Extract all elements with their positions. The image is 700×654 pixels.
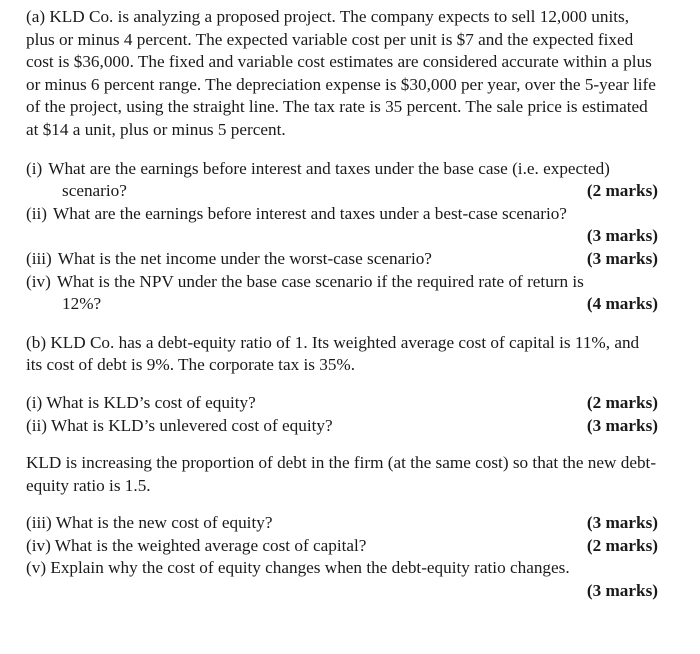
marks-label: (3 marks): [586, 513, 658, 533]
question-number: (iii): [26, 248, 52, 268]
marks-label: (3 marks): [586, 226, 658, 246]
question-text: (i) What is KLD’s cost of equity?: [26, 392, 256, 412]
question-number: (i): [26, 158, 43, 178]
document-page: [26, 6, 658, 603]
marks-label: (2 marks): [586, 392, 658, 412]
part-b-question-iv: [26, 535, 658, 558]
question-number: (ii): [26, 203, 47, 223]
part-b-question-ii: [26, 415, 658, 438]
part-b-question-iii: [26, 512, 658, 535]
part-a-intro: (a) KLD Co. is analyzing a proposed project. The company expects to sell 12,000 units, plus or minus 4 percent. The expected variable cost per unit is $7 and the expected fixed cost is $36,000. The fixed and variable cost estimates are considered accurate within a plus or minus 6 percent range. The depreciation expense is $30,000 per year, over the 5-year life of the project, using the straight line. The tax rate is 35 percent. The sale price is estimated at $14 a unit, plus or minus 5 percent.: [26, 7, 656, 139]
question-text: (iv) What is the weighted average cost of capital?: [26, 535, 367, 555]
marks-label: (3 marks): [586, 581, 658, 601]
question-text: What is the NPV under the base case scenario if the required rate of return is: [56, 271, 584, 291]
part-a-question-i: [26, 158, 658, 203]
question-number: (iv): [26, 271, 51, 291]
question-text: (ii) What is KLD’s unlevered cost of equity?: [26, 415, 333, 435]
part-b-question-v: [26, 557, 658, 602]
part-a-question-iv: [26, 271, 658, 316]
question-text-continued: scenario?: [62, 181, 127, 201]
part-a-question-ii: [26, 203, 658, 248]
marks-label: (2 marks): [586, 181, 658, 201]
marks-label: (4 marks): [586, 294, 658, 314]
part-b-middle-text: KLD is increasing the proportion of debt in the firm (at the same cost) so that the new debt-equity ratio is 1.5.: [26, 453, 657, 495]
question-text: What is the net income under the worst-case scenario?: [57, 248, 432, 268]
part-b-question-i: [26, 392, 658, 415]
question-text: (iii) What is the new cost of equity?: [26, 513, 273, 533]
marks-label: (3 marks): [586, 415, 658, 435]
question-text-continued: 12%?: [62, 294, 102, 314]
question-text: What are the earnings before interest and taxes under a best-case scenario?: [53, 203, 567, 223]
part-a-question-iii: [26, 248, 658, 271]
question-text: What are the earnings before interest and taxes under the base case (i.e. expected): [48, 158, 610, 178]
marks-label: (3 marks): [586, 248, 658, 268]
marks-label: (2 marks): [586, 535, 658, 555]
question-text: (v) Explain why the cost of equity changes when the debt-equity ratio changes.: [26, 558, 570, 578]
part-b-intro: (b) KLD Co. has a debt-equity ratio of 1. Its weighted average cost of capital is 11%, and its cost of debt is 9%. The corporate tax is 35%.: [26, 332, 640, 375]
